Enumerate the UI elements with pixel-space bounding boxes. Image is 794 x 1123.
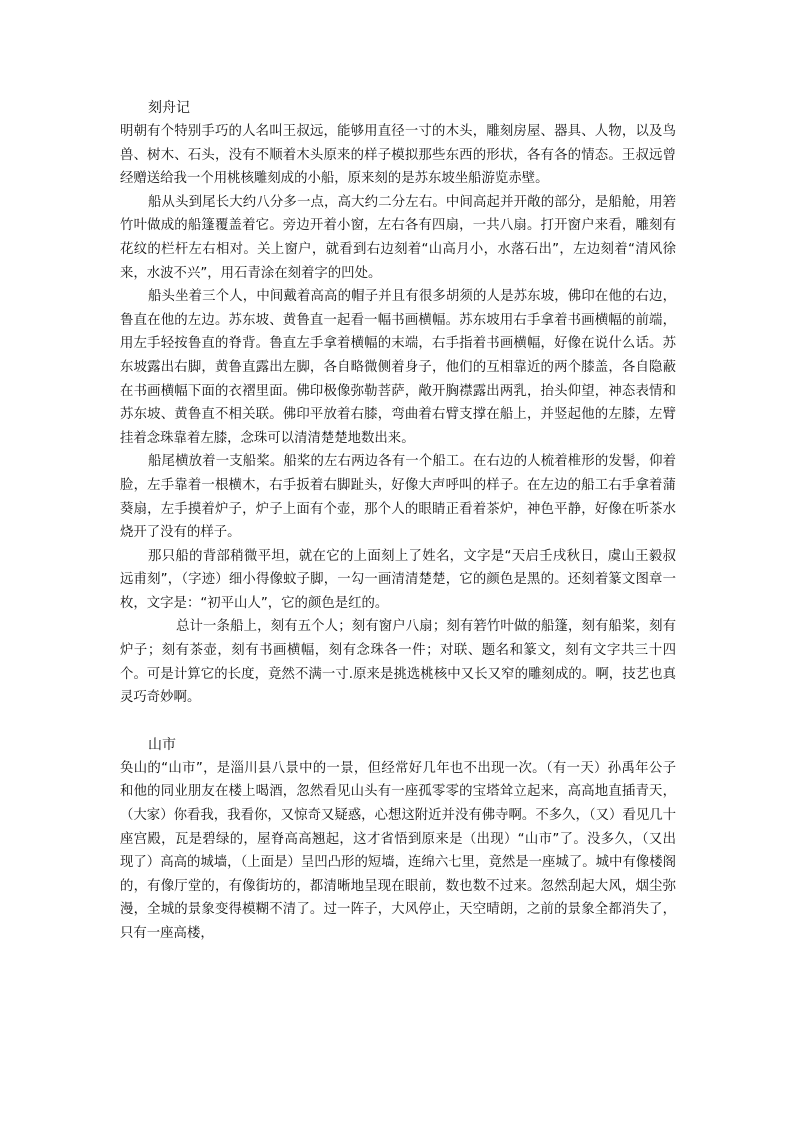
paragraph: 船尾横放着一支船桨。船桨的左右两边各有一个船工。在右边的人梳着椎形的发髻，仰着脸，左手靠着一根横木，右手扳着右脚趾头，好像大声呼叫的样子。在左边的船工右手拿着蒲葵扇，左手摸着炉子，炉子上面有个壶，那个人的眼睛正看着茶炉，神色平静，好像在听茶水烧开了没有的样子。 — [120, 454, 676, 541]
paragraph: 奂山的“山市”，是淄川县八景中的一景，但经常好几年也不出现一次。（有一天）孙禹年公子和他的同业朋友在楼上喝酒，忽然看见山头有一座孤零零的宝塔耸立起来，高高地直插青天，（大家）你看我，我看你，又惊奇又疑惑，心想这附近并没有佛寺啊。不多久，（又）看见几十座宫殿，瓦是碧绿的，屋脊高高翘起，这才省悟到原来是（出现）“山市”了。没多久，（又出现了）高高的城墙，（上面是）呈凹凸形的短墙，连绵六七里，竟然是一座城了。城中有像楼阁的，有像厅堂的，有像街坊的，都清晰地呈现在眼前，数也数不过来。忽然刮起大风，烟尘弥漫，全城的景象变得模糊不清了。过一阵子，大风停止，天空晴朗，之前的景象全都消失了，只有一座高楼， — [120, 760, 676, 941]
paragraph: 船从头到尾长大约八分多一点，高大约二分左右。中间高起并开敞的部分，是船舱，用箬竹叶做成的船篷覆盖着它。旁边开着小窗，左右各有四扇，一共八扇。打开窗户来看，雕刻有花纹的栏杆左右相对。关上窗户，就看到右边刻着“山高月小，水落石出”，左边刻着“清风徐来，水波不兴”，用石青涂在刻着字的凹处。 — [120, 194, 676, 281]
paragraph: 总计一条船上，刻有五个人；刻有窗户八扇；刻有箬竹叶做的船篷，刻有船桨，刻有炉子；刻有茶壶，刻有书画横幅，刻有念珠各一件；对联、题名和篆文，刻有文字共三十四个。可是计算它的长度，竟然不满一寸.原来是挑选桃核中又长又窄的雕刻成的。啊，技艺也真灵巧奇妙啊。 — [120, 619, 676, 706]
section-title-keshouji: 刻舟记 — [148, 100, 190, 116]
paragraph: 那只船的背部稍微平坦，就在它的上面刻上了姓名，文字是“天启壬戌秋日，虞山王毅叔远甫刻”，（字迹）细小得像蚊子脚，一勾一画清清楚楚，它的颜色是黑的。还刻着篆文图章一枚，文字是：“初平山人”，它的颜色是红的。 — [120, 548, 676, 611]
document-page — [120, 96, 676, 946]
paragraph: 明朝有个特别手巧的人名叫王叔远，能够用直径一寸的木头，雕刻房屋、器具、人物，以及鸟兽、树木、石头，没有不顺着木头原来的样子模拟那些东西的形状，各有各的情态。王叔远曾经赠送给我一个用桃核雕刻成的小船，原来刻的是苏东坡坐船游览赤壁。 — [120, 124, 676, 187]
section-title-shanshi: 山市 — [148, 736, 176, 753]
section-gap — [120, 710, 676, 733]
paragraph: 船头坐着三个人，中间戴着高高的帽子并且有很多胡须的人是苏东坡，佛印在他的右边，鲁直在他的左边。苏东坡、黄鲁直一起看一幅书画横幅。苏东坡用右手拿着书画横幅的前端，用左手轻按鲁直的脊背。鲁直左手拿着横幅的末端，右手指着书画横幅，好像在说什么话。苏东坡露出右脚，黄鲁直露出左脚，各自略微侧着身子，他们的互相靠近的两个膝盖，各自隐蔽在书画横幅下面的衣褶里面。佛印极像弥勒菩萨，敞开胸襟露出两乳，抬头仰望，神态表情和苏东坡、黄鲁直不相关联。佛印平放着右膝，弯曲着右臂支撑在船上，并竖起他的左膝，左臂挂着念珠靠着左膝，念珠可以清清楚楚地数出来。 — [120, 289, 676, 446]
